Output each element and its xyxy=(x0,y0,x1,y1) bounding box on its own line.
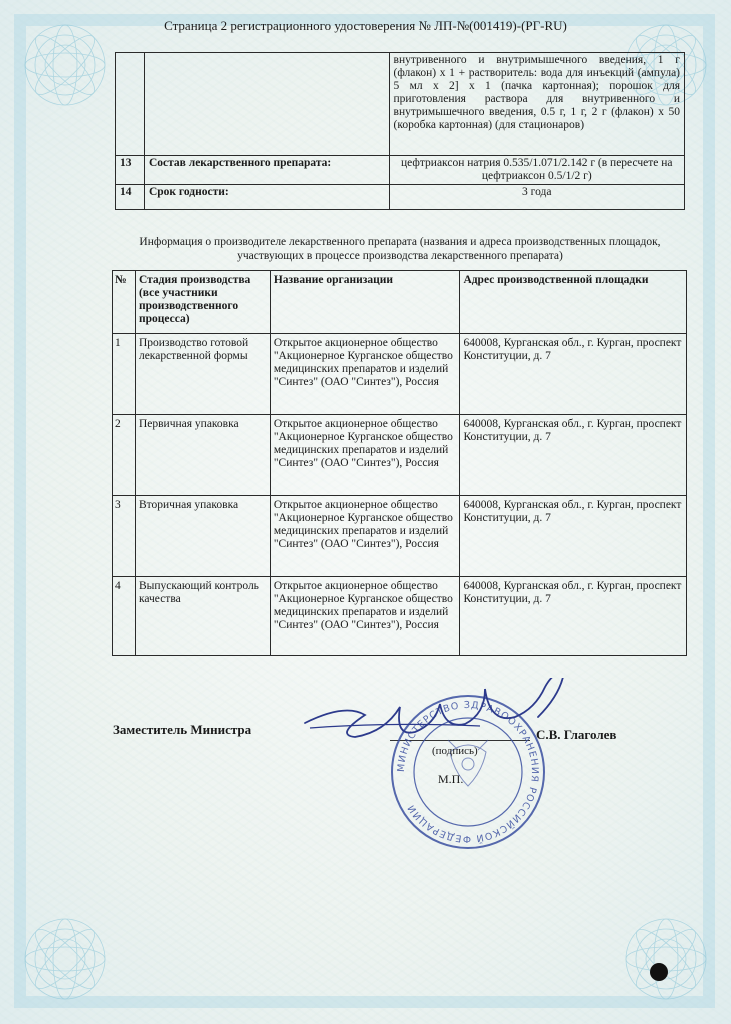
row-org: Открытое акционерное общество "Акционерное Курганское общество медицинских препаратов и изделий "Синтез" (ОАО "Синтез"), Россия xyxy=(270,415,460,496)
table-row xyxy=(113,577,687,656)
table-header-row xyxy=(113,271,687,334)
signatory-title: Заместитель Министра xyxy=(113,722,252,737)
handwritten-signature xyxy=(300,678,590,758)
row-org: Открытое акционерное общество "Акционерное Курганское общество медицинских препаратов и изделий "Синтез" (ОАО "Синтез"), Россия xyxy=(270,577,460,656)
header-stage: Стадия производства (все участники производственного процесса) xyxy=(135,271,270,334)
row-label: Срок годности: xyxy=(144,185,389,210)
signatory-name: С.В. Глаголев xyxy=(536,727,617,742)
table-cell xyxy=(116,53,145,156)
stamp-place-mark: М.П. xyxy=(438,772,464,786)
row-stage: Вторичная упаковка xyxy=(135,496,270,577)
manufacturers-table xyxy=(112,270,687,656)
dosage-form-continuation: внутривенного и внутримышечного введения, 1 г (флакон) х 1 + растворитель: вода для инъекций (ампула) 5 мл х 2] х 1 (пачка картонная); порошок для приготовления раствора для внутривенного и внутримышечного введения, 0.5 г, 1 г, 2 г (флакон) х 50 (коробка картонная) (для стационаров) xyxy=(389,53,684,156)
row-org: Открытое акционерное общество "Акционерное Курганское общество медицинских препаратов и изделий "Синтез" (ОАО "Синтез"), Россия xyxy=(270,334,460,415)
table-row xyxy=(116,53,685,156)
row-number: 3 xyxy=(113,496,136,577)
header-address: Адрес производственной площадки xyxy=(460,271,687,334)
table-row xyxy=(113,334,687,415)
row-label: Состав лекарственного препарата: xyxy=(144,156,389,185)
row-stage: Производство готовой лекарственной формы xyxy=(135,334,270,415)
binding-hole xyxy=(650,963,668,981)
row-value: 3 года xyxy=(389,185,684,210)
table-row xyxy=(113,496,687,577)
row-address: 640008, Курганская обл., г. Курган, проспект Конституции, д. 7 xyxy=(460,496,687,577)
row-value: цефтриаксон натрия 0.535/1.071/2.142 г (в пересчете на цефтриаксон 0.5/1/2 г) xyxy=(389,156,684,185)
manufacturer-info-heading: Информация о производителе лекарственного препарата (названия и адреса производственных площадок, участвующих в процессе производства лекарственного препарата) xyxy=(139,236,661,262)
registration-table xyxy=(115,52,685,210)
table-row xyxy=(113,415,687,496)
row-address: 640008, Курганская обл., г. Курган, проспект Конституции, д. 7 xyxy=(460,577,687,656)
row-org: Открытое акционерное общество "Акционерное Курганское общество медицинских препаратов и изделий "Синтез" (ОАО "Синтез"), Россия xyxy=(270,496,460,577)
corner-rosette-icon xyxy=(20,914,110,1004)
stamp-text: МИНИСТЕРСТВО ЗДРАВООХРАНЕНИЯ РОССИЙСКОЙ ФЕДЕРАЦИИ xyxy=(395,699,541,845)
table-row xyxy=(116,156,685,185)
row-address: 640008, Курганская обл., г. Курган, проспект Конституции, д. 7 xyxy=(460,334,687,415)
signature-caption: (подпись) xyxy=(432,745,478,757)
row-address: 640008, Курганская обл., г. Курган, проспект Конституции, д. 7 xyxy=(460,415,687,496)
row-number: 2 xyxy=(113,415,136,496)
table-row xyxy=(116,185,685,210)
page-header: Страница 2 регистрационного удостоверения № ЛП-№(001419)-(РГ-RU) xyxy=(164,18,567,33)
row-number: 1 xyxy=(113,334,136,415)
row-number: 4 xyxy=(113,577,136,656)
table-cell xyxy=(144,53,389,156)
row-number: 14 xyxy=(116,185,145,210)
row-stage: Первичная упаковка xyxy=(135,415,270,496)
header-org: Название организации xyxy=(270,271,460,334)
corner-rosette-icon xyxy=(621,914,711,1004)
row-stage: Выпускающий контроль качества xyxy=(135,577,270,656)
header-num: № xyxy=(113,271,136,334)
row-number: 13 xyxy=(116,156,145,185)
